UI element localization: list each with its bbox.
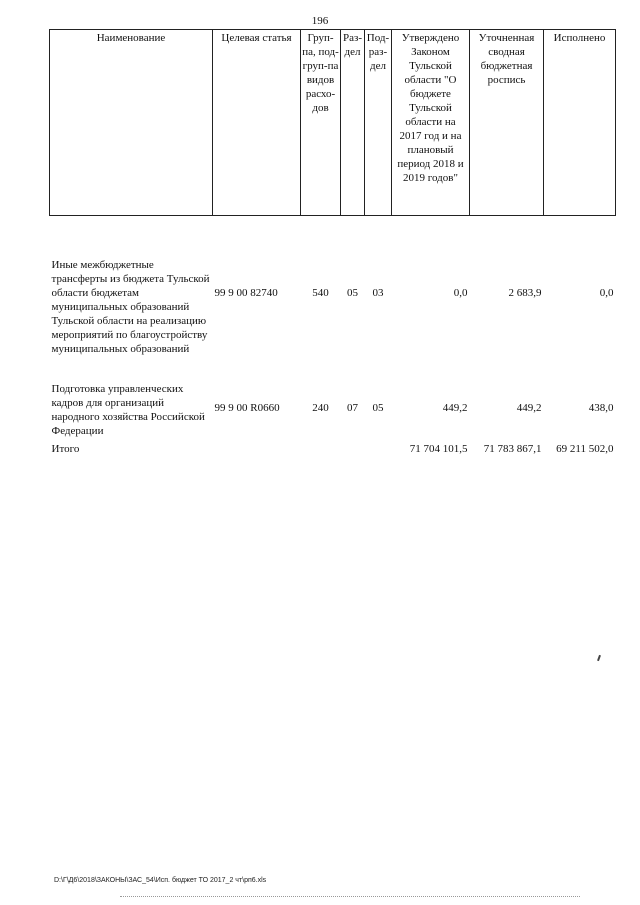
row-approved: 449,2: [442, 402, 468, 414]
row-expense-group: 540: [312, 287, 329, 299]
row-executed: 0,0: [599, 287, 614, 299]
row-name: Подготовка управленческих кадров для организаций народного хозяйства Российской Федерации: [51, 383, 205, 437]
header-target-article: Целевая статья: [213, 30, 301, 216]
row-revised: 2 683,9: [508, 287, 542, 299]
table-row: [50, 230, 616, 356]
header-subsection: Под-раз-дел: [365, 30, 392, 216]
header-executed: Исполнено: [544, 30, 616, 216]
budget-execution-table: [49, 29, 616, 456]
total-executed: 69 211 502,0: [556, 443, 614, 455]
row-subsection: 03: [372, 287, 384, 299]
total-label: Итого: [51, 443, 80, 455]
table-header-row: [50, 30, 616, 216]
total-revised: 71 783 867,1: [483, 443, 542, 455]
footer-file-path: D:\Г\Д6\2018\ЗАКОНЫ\ЗАС_54\Исп. бюджет ТО 2017_2 чт\рп6.xls: [54, 877, 267, 884]
row-expense-group: 240: [312, 402, 329, 414]
row-subsection: 05: [372, 402, 384, 414]
row-target-article: 99 9 00 R0660: [214, 402, 280, 414]
header-approved: Утверждено Законом Тульской области "О бюджете Тульской области на 2017 год и на плановый период 2018 и 2019 годов": [392, 30, 470, 216]
scan-edge-line: [120, 896, 580, 898]
row-executed: 438,0: [588, 402, 614, 414]
total-approved: 71 704 101,5: [409, 443, 468, 455]
row-revised: 449,2: [516, 402, 542, 414]
scan-speck: [597, 655, 601, 661]
row-section: 05: [347, 287, 358, 299]
row-name: Иные межбюджетные трансферты из бюджета Тульской области бюджетам муниципальных образований Тульской области на реализацию мероприятий по благоустройству муниципальных образований: [51, 259, 210, 355]
header-section: Раз-дел: [341, 30, 365, 216]
row-target-article: 99 9 00 82740: [214, 287, 278, 299]
row-section: 07: [347, 402, 358, 414]
header-revised: Уточненная сводная бюджетная роспись: [470, 30, 544, 216]
header-name: Наименование: [50, 30, 213, 216]
row-approved: 0,0: [453, 287, 468, 299]
table-row: [50, 378, 616, 438]
header-expense-group: Груп-па, под-груп-па видов расхо-дов: [301, 30, 341, 216]
total-row: [50, 442, 616, 456]
page-number: 196: [311, 15, 329, 27]
